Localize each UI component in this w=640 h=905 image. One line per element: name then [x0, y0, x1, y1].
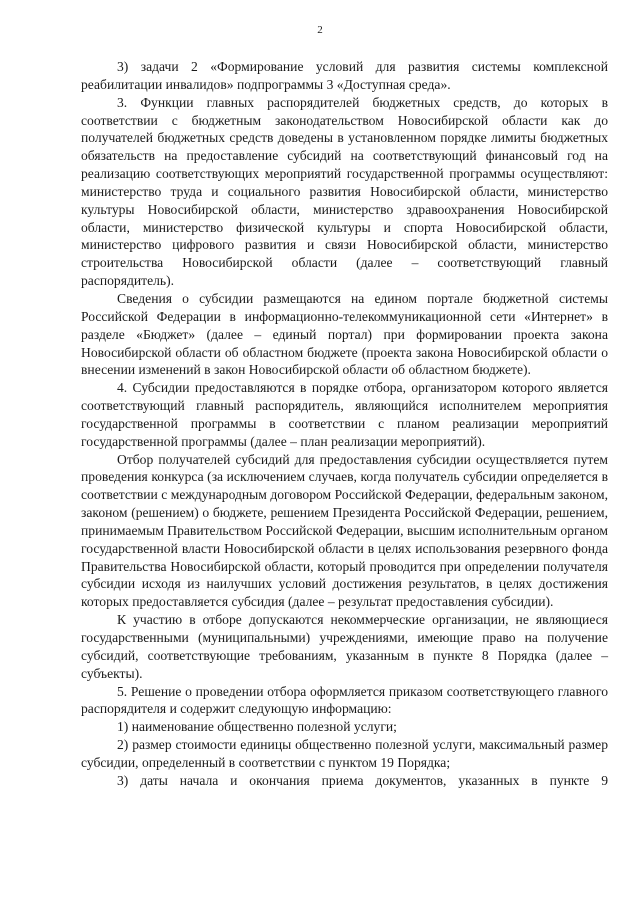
- page-number: 2: [317, 24, 323, 36]
- list-item-1-service-name: 1) наименование общественно полезной услуги;: [117, 719, 397, 735]
- list-item-3-dates: 3) даты начала и окончания приема документов, указанных в пункте 9: [117, 772, 608, 788]
- paragraph-participants: К участию в отборе допускаются некоммерческие организации, не являющиеся государственными (муниципальными) учреждениями, имеющие право на получение субсидий, соответствующие требованиям, указанным в пункте 8 Порядка (далее – субъекты).: [81, 612, 608, 681]
- paragraph-section-5-decision: 5. Решение о проведении отбора оформляется приказом соответствующего главного распорядителя и содержит следующую информацию:: [81, 683, 608, 717]
- document-body: [81, 58, 608, 790]
- paragraph-item-3-task-2: 3) задачи 2 «Формирование условий для развития системы комплексной реабилитации инвалидов» подпрограммы 3 «Доступная среда».: [81, 59, 608, 92]
- paragraph-section-3-functions: 3. Функции главных распорядителей бюджетных средств, до которых в соответствии с бюджетным законодательством Новосибирской области как до получателей бюджетных средств доведены в установленном порядке лимиты бюджетных обязательств на предоставление субсидий на соответствующий финансовый год на реализацию соответствующих мероприятий государственной программы осуществляют: министерство труда и социального развития Новосибирской области, министерство культуры Новосибирской области, министерство здравоохранения Новосибирской области, министерство физической культуры и спорта Новосибирской области, министерство цифрового развития и связи Новосибирской области, министерство строительства Новосибирской области (далее – соответствующий главный распорядитель).: [81, 94, 608, 289]
- paragraph-subsidy-info-portal: Сведения о субсидии размещаются на едином портале бюджетной системы Российской Федерации в информационно-телекоммуникационной сети «Интернет» в разделе «Бюджет» (далее – единый портал) при формировании проекта закона Новосибирской области об областном бюджете (проекта закона Новосибирской области о внесении изменений в закон Новосибирской области об областном бюджете).: [81, 290, 608, 378]
- list-item-2-service-cost: 2) размер стоимости единицы общественно полезной услуги, максимальный размер субсидии, определенный в соответствии с пунктом 19 Порядка;: [81, 737, 608, 770]
- paragraph-selection-procedure: Отбор получателей субсидий для предоставления субсидии осуществляется путем проведения конкурса (за исключением случаев, когда получатель субсидии определяется в соответствии с международным договором Российской Федерации, федеральным законом, законом (решением) о бюджете, решением Президента Российской Федерации, решением, принимаемым Правительством Российской Федерации, высшим исполнительным органом государственной власти Новосибирской области в целях использования резервного фонда Правительства Новосибирской области, который проводится при определении получателя субсидии исходя из наилучших условий достижения результатов, в целях достижения которых предоставляется субсидия (далее – результат предоставления субсидии).: [81, 451, 608, 610]
- paragraph-section-4-selection: 4. Субсидии предоставляются в порядке отбора, организатором которого является соответствующий главный распорядитель, являющийся исполнителем мероприятия государственной программы в соответствии с планом реализации мероприятий государственной программы (далее – план реализации мероприятий).: [81, 380, 608, 449]
